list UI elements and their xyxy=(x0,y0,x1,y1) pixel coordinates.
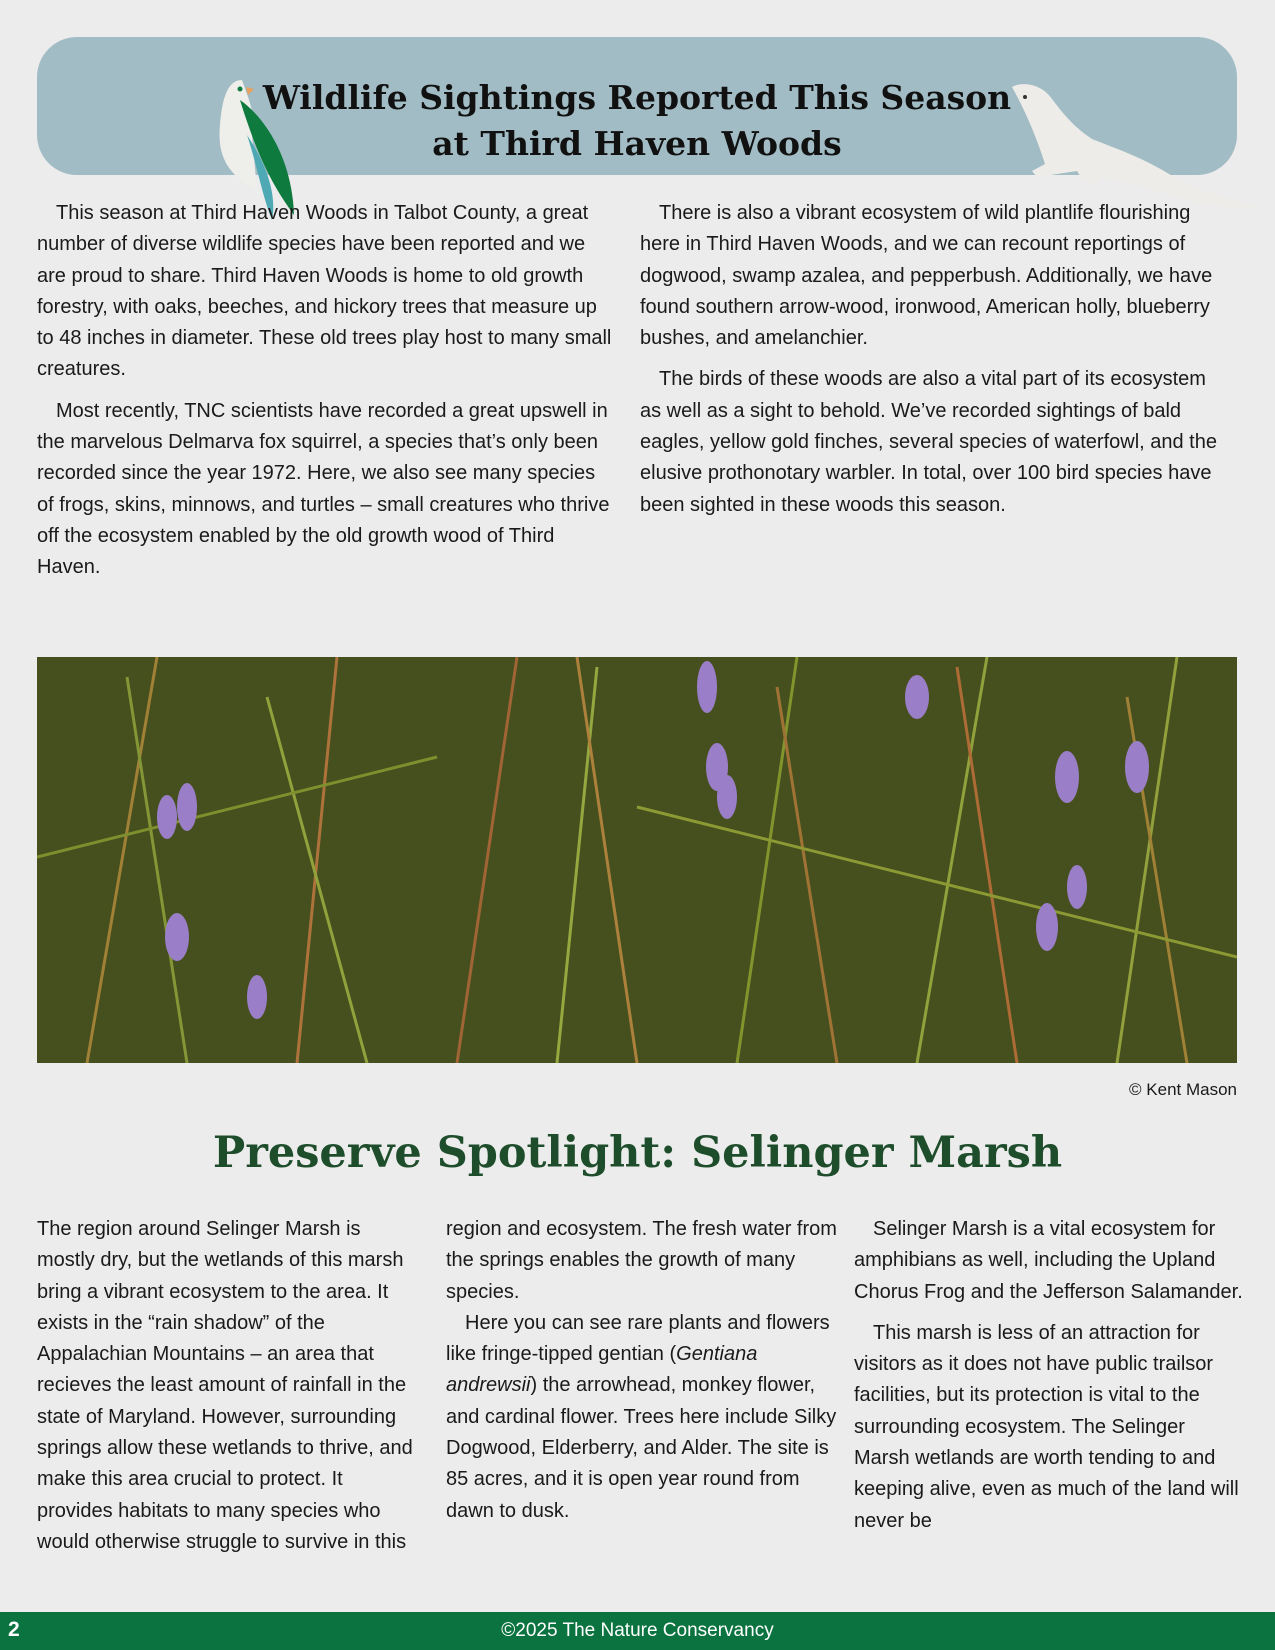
paragraph: Most recently, TNC scientists have recorded a great upswell in the marvelous Delmarva fox squirrel, a species that’s only been recorded since the year 1972. Here, we also see many species of frogs, skins, minnows, and turtles – small creatures who thrive off the ecosystem enabled by the old growth wood of Third Haven. xyxy=(37,399,610,579)
paragraph: region and ecosystem. The fresh water from the springs enables the growth of many species. xyxy=(446,1218,837,1303)
paragraph: This marsh is less of an attraction for visitors as it does not have public trailsor facilities, but its protection is vital to the surrounding ecosystem. The Selinger Marsh wetlands are worth tending to and keeping alive, even as much of the land will never be xyxy=(854,1321,1239,1532)
page-number: 2 xyxy=(8,1618,20,1641)
spotlight-column-2 xyxy=(446,1214,841,1537)
article-column-left xyxy=(37,198,617,594)
spotlight-column-3 xyxy=(854,1214,1244,1547)
photo-credit: © Kent Mason xyxy=(1129,1080,1237,1099)
paragraph: This season at Third Haven Woods in Talbot County, a great number of diverse wildlife species have been reported and we are proud to share. Third Haven Woods is home to old growth forestry, with oaks, beeches, and hickory trees that measure up to 48 inches in diameter. These old trees play host to many small creatures. xyxy=(37,202,612,381)
paragraph: There is also a vibrant ecosystem of wild plantlife flourishing here in Third Haven Woods, and we can recount reportings of dogwood, swamp azalea, and pepperbush. Additionally, we have found southern arrow-wood, ironwood, American holly, blueberry bushes, and amelanchier. xyxy=(640,202,1213,350)
paragraph: Selinger Marsh is a vital ecosystem for amphibians as well, including the Upland Chorus Frog and the Jefferson Salamander. xyxy=(854,1218,1243,1303)
gentian-flowers-photo xyxy=(37,657,1237,1063)
article-column-right xyxy=(640,198,1220,531)
spotlight-column-1 xyxy=(37,1214,422,1568)
paragraph: The birds of these woods are also a vital part of its ecosystem as well as a sight to behold. We’ve recorded sightings of bald eagles, yellow gold finches, several species of waterfowl, and the elusive prothonotary warbler. In total, over 100 bird species have been sighted in these woods this season. xyxy=(640,368,1217,516)
section-title: Preserve Spotlight: Selinger Marsh xyxy=(212,1128,1063,1178)
copyright: ©2025 The Nature Conservancy xyxy=(501,1620,774,1641)
title-banner xyxy=(37,37,1237,175)
banner-title: Wildlife Sightings Reported This Season at Third Haven Woods xyxy=(262,78,1012,163)
paragraph: The region around Selinger Marsh is mostly dry, but the wetlands of this marsh bring a vibrant ecosystem to the area. It exists in the “rain shadow” of the Appalachian Mountains – an area that recieves the least amount of rainfall in the state of Maryland. However, surrounding springs allow these wetlands to thrive, and make this area crucial to protect. It provides habitats to many species who would otherwise struggle to survive in this xyxy=(37,1218,413,1553)
page-footer xyxy=(0,1612,1275,1650)
paragraph: Here you can see rare plants and flowers like fringe-tipped gentian (Gentiana andrewsii) the arrowhead, monkey flower, and cardinal flower. Trees here include Silky Dogwood, Elderberry, and Alder. The site is 85 acres, and it is open year round from dawn to dusk. xyxy=(446,1311,837,1522)
